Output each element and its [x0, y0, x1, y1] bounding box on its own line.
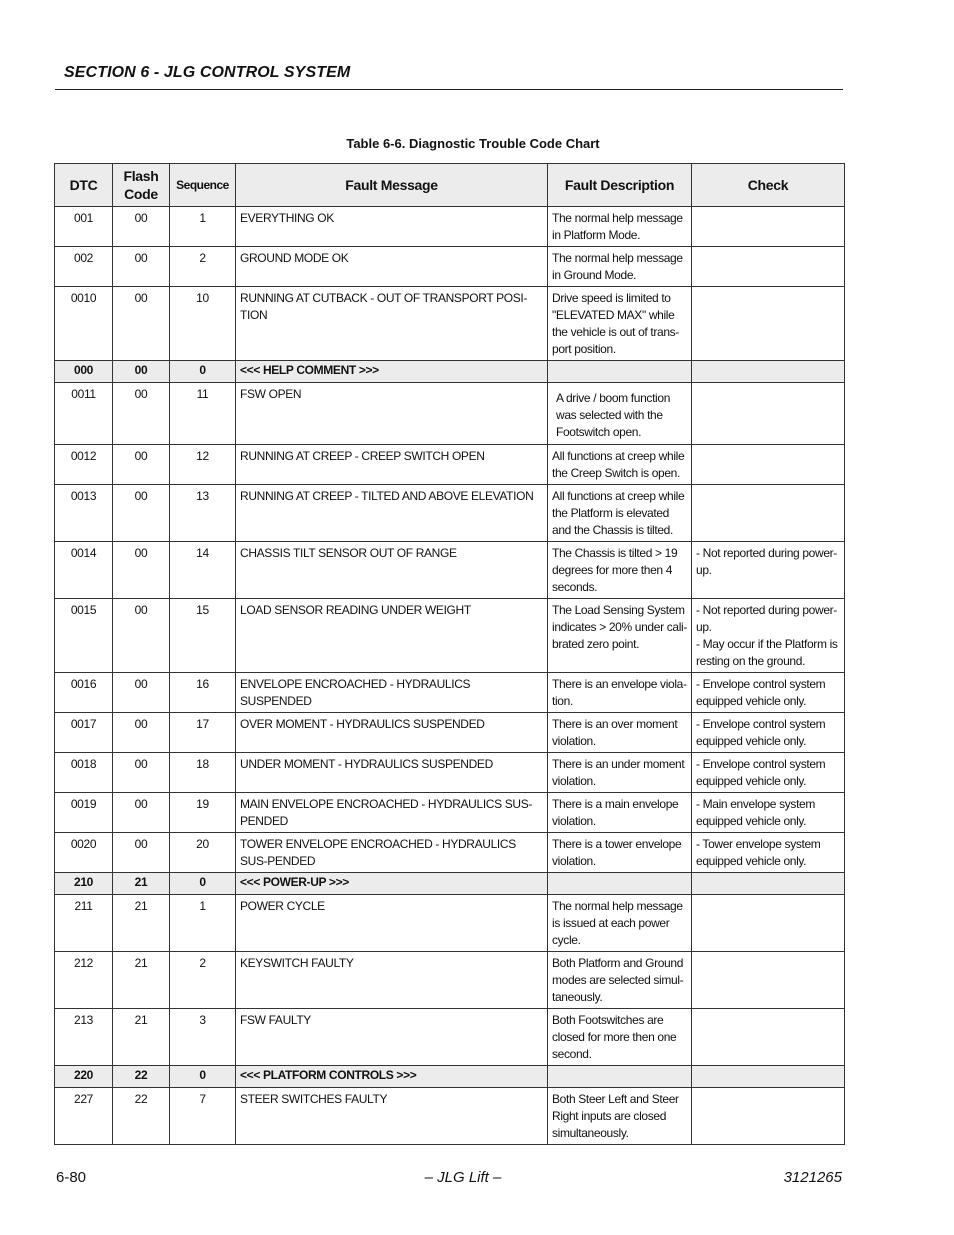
cell-flash-code: 00: [113, 713, 170, 753]
cell-fault-message: <<< HELP COMMENT >>>: [236, 361, 548, 383]
cell-fault-description: The Load Sensing System indicates > 20% under cali-brated zero point.: [548, 599, 692, 673]
cell-check: - Envelope control system equipped vehicle only.: [692, 673, 845, 713]
cell-fault-message: POWER CYCLE: [236, 895, 548, 952]
cell-fault-description: The Chassis is tilted > 19 degrees for more then 4 seconds.: [548, 542, 692, 599]
table-row: [55, 952, 845, 1009]
table-row: [55, 793, 845, 833]
cell-fault-description: All functions at creep while the Platform is elevated and the Chassis is tilted.: [548, 485, 692, 542]
cell-check: [692, 952, 845, 1009]
table-row: [55, 713, 845, 753]
cell-sequence: 16: [170, 673, 236, 713]
cell-flash-code: 00: [113, 445, 170, 485]
table-row: [55, 673, 845, 713]
cell-fault-message: RUNNING AT CREEP - CREEP SWITCH OPEN: [236, 445, 548, 485]
cell-dtc: 0013: [55, 485, 113, 542]
cell-check: [692, 485, 845, 542]
column-header-sequence: Sequence: [170, 164, 236, 207]
cell-fault-message: LOAD SENSOR READING UNDER WEIGHT: [236, 599, 548, 673]
cell-check: [692, 1009, 845, 1066]
cell-fault-message: KEYSWITCH FAULTY: [236, 952, 548, 1009]
header-divider: [55, 89, 843, 90]
cell-fault-message: UNDER MOMENT - HYDRAULICS SUSPENDED: [236, 753, 548, 793]
cell-check: [692, 1066, 845, 1088]
cell-sequence: 1: [170, 895, 236, 952]
column-header-dtc: DTC: [55, 164, 113, 207]
cell-flash-code: 00: [113, 361, 170, 383]
column-header-fault-message: Fault Message: [236, 164, 548, 207]
cell-flash-code: 21: [113, 952, 170, 1009]
table-row: [55, 247, 845, 287]
cell-dtc: 0016: [55, 673, 113, 713]
cell-dtc: 0010: [55, 287, 113, 361]
cell-sequence: 10: [170, 287, 236, 361]
cell-flash-code: 21: [113, 873, 170, 895]
cell-sequence: 12: [170, 445, 236, 485]
cell-check: - Envelope control system equipped vehicle only.: [692, 713, 845, 753]
cell-dtc: 001: [55, 207, 113, 247]
cell-sequence: 2: [170, 952, 236, 1009]
cell-sequence: 2: [170, 247, 236, 287]
cell-fault-description: There is an envelope viola-tion.: [548, 673, 692, 713]
cell-fault-description: Both Platform and Ground modes are selected simul-taneously.: [548, 952, 692, 1009]
cell-check: [692, 383, 845, 445]
section-title: SECTION 6 - JLG CONTROL SYSTEM: [64, 64, 351, 81]
table-row: [55, 753, 845, 793]
cell-check: [692, 247, 845, 287]
cell-fault-description: [548, 1066, 692, 1088]
cell-dtc: 210: [55, 873, 113, 895]
cell-fault-description: All functions at creep while the Creep Switch is open.: [548, 445, 692, 485]
cell-check: - Tower envelope system equipped vehicle only.: [692, 833, 845, 873]
cell-dtc: 0018: [55, 753, 113, 793]
cell-dtc: 220: [55, 1066, 113, 1088]
cell-fault-description: There is an over moment violation.: [548, 713, 692, 753]
cell-check: [692, 445, 845, 485]
cell-dtc: 002: [55, 247, 113, 287]
cell-fault-message: FSW FAULTY: [236, 1009, 548, 1066]
table-row: [55, 287, 845, 361]
table-row: [55, 383, 845, 445]
cell-flash-code: 22: [113, 1088, 170, 1145]
cell-sequence: 7: [170, 1088, 236, 1145]
cell-dtc: 0020: [55, 833, 113, 873]
cell-fault-message: RUNNING AT CREEP - TILTED AND ABOVE ELEVATION: [236, 485, 548, 542]
table-header-row: [55, 164, 845, 207]
cell-fault-message: CHASSIS TILT SENSOR OUT OF RANGE: [236, 542, 548, 599]
cell-check: [692, 873, 845, 895]
cell-fault-message: STEER SWITCHES FAULTY: [236, 1088, 548, 1145]
cell-sequence: 3: [170, 1009, 236, 1066]
column-header-fault-description: Fault Description: [548, 164, 692, 207]
cell-fault-description: There is a tower envelope violation.: [548, 833, 692, 873]
cell-fault-message: TOWER ENVELOPE ENCROACHED - HYDRAULICS SUS-PENDED: [236, 833, 548, 873]
cell-fault-message: OVER MOMENT - HYDRAULICS SUSPENDED: [236, 713, 548, 753]
table-row: [55, 833, 845, 873]
cell-sequence: 15: [170, 599, 236, 673]
cell-dtc: 211: [55, 895, 113, 952]
cell-check: [692, 207, 845, 247]
cell-fault-description: Both Steer Left and Steer Right inputs are closed simultaneously.: [548, 1088, 692, 1145]
cell-sequence: 0: [170, 1066, 236, 1088]
table-group-row: [55, 361, 845, 383]
table-row: [55, 207, 845, 247]
cell-fault-description: [548, 361, 692, 383]
cell-fault-description: Drive speed is limited to "ELEVATED MAX" while the vehicle is out of trans-port position.: [548, 287, 692, 361]
cell-fault-message: EVERYTHING OK: [236, 207, 548, 247]
cell-flash-code: 21: [113, 1009, 170, 1066]
cell-dtc: 0012: [55, 445, 113, 485]
cell-dtc: 0011: [55, 383, 113, 445]
column-header-check: Check: [692, 164, 845, 207]
footer-publisher-text: – JLG Lift –: [424, 1169, 502, 1186]
cell-fault-message: FSW OPEN: [236, 383, 548, 445]
cell-check: - Not reported during power-up. - May occur if the Platform is resting on the ground.: [692, 599, 845, 673]
dtc-table: [54, 163, 845, 1145]
cell-fault-description: There is a main envelope violation.: [548, 793, 692, 833]
cell-check: - Not reported during power-up.: [692, 542, 845, 599]
cell-fault-description: There is an under moment violation.: [548, 753, 692, 793]
cell-dtc: 0014: [55, 542, 113, 599]
cell-flash-code: 00: [113, 207, 170, 247]
cell-fault-message: ENVELOPE ENCROACHED - HYDRAULICS SUSPENDED: [236, 673, 548, 713]
cell-check: - Envelope control system equipped vehicle only.: [692, 753, 845, 793]
cell-dtc: 0019: [55, 793, 113, 833]
cell-flash-code: 00: [113, 542, 170, 599]
cell-dtc: 212: [55, 952, 113, 1009]
table-row: [55, 445, 845, 485]
cell-sequence: 14: [170, 542, 236, 599]
cell-sequence: 13: [170, 485, 236, 542]
cell-fault-message: RUNNING AT CUTBACK - OUT OF TRANSPORT POSI-TION: [236, 287, 548, 361]
table-row: [55, 1009, 845, 1066]
cell-fault-description: Both Footswitches are closed for more then one second.: [548, 1009, 692, 1066]
cell-check: [692, 1088, 845, 1145]
cell-fault-description: [548, 873, 692, 895]
cell-sequence: 20: [170, 833, 236, 873]
cell-flash-code: 22: [113, 1066, 170, 1088]
cell-flash-code: 00: [113, 833, 170, 873]
cell-check: [692, 287, 845, 361]
table-row: [55, 895, 845, 952]
cell-sequence: 1: [170, 207, 236, 247]
cell-flash-code: 00: [113, 287, 170, 361]
column-header-flash-code: Flash Code: [113, 164, 170, 207]
cell-sequence: 17: [170, 713, 236, 753]
cell-dtc: 000: [55, 361, 113, 383]
table-body: [55, 207, 845, 1145]
table-row: [55, 542, 845, 599]
cell-fault-description: The normal help message in Platform Mode.: [548, 207, 692, 247]
cell-flash-code: 00: [113, 247, 170, 287]
cell-flash-code: 00: [113, 673, 170, 713]
cell-fault-description: A drive / boom function was selected with the Footswitch open.: [548, 383, 692, 445]
cell-check: [692, 361, 845, 383]
table-row: [55, 1088, 845, 1145]
cell-flash-code: 00: [113, 753, 170, 793]
cell-fault-description: The normal help message is issued at each power cycle.: [548, 895, 692, 952]
cell-flash-code: 00: [113, 383, 170, 445]
cell-fault-message: GROUND MODE OK: [236, 247, 548, 287]
document-number: 3121265: [783, 1169, 842, 1186]
cell-dtc: 213: [55, 1009, 113, 1066]
table-group-row: [55, 873, 845, 895]
cell-sequence: 19: [170, 793, 236, 833]
cell-fault-message: <<< PLATFORM CONTROLS >>>: [236, 1066, 548, 1088]
cell-check: [692, 895, 845, 952]
cell-flash-code: 00: [113, 485, 170, 542]
cell-sequence: 0: [170, 361, 236, 383]
cell-sequence: 18: [170, 753, 236, 793]
cell-sequence: 11: [170, 383, 236, 445]
cell-flash-code: 00: [113, 793, 170, 833]
cell-dtc: 227: [55, 1088, 113, 1145]
table-title: [0, 136, 954, 151]
cell-dtc: 0015: [55, 599, 113, 673]
cell-fault-message: <<< POWER-UP >>>: [236, 873, 548, 895]
cell-flash-code: 21: [113, 895, 170, 952]
table-row: [55, 599, 845, 673]
table-group-row: [55, 1066, 845, 1088]
cell-fault-description: The normal help message in Ground Mode.: [548, 247, 692, 287]
cell-fault-message: MAIN ENVELOPE ENCROACHED - HYDRAULICS SUS-PENDED: [236, 793, 548, 833]
page-number: 6-80: [56, 1169, 87, 1186]
cell-dtc: 0017: [55, 713, 113, 753]
table-title-text: Table 6-6. Diagnostic Trouble Code Chart: [346, 136, 600, 151]
cell-sequence: 0: [170, 873, 236, 895]
cell-flash-code: 00: [113, 599, 170, 673]
cell-check: - Main envelope system equipped vehicle only.: [692, 793, 845, 833]
table-row: [55, 485, 845, 542]
